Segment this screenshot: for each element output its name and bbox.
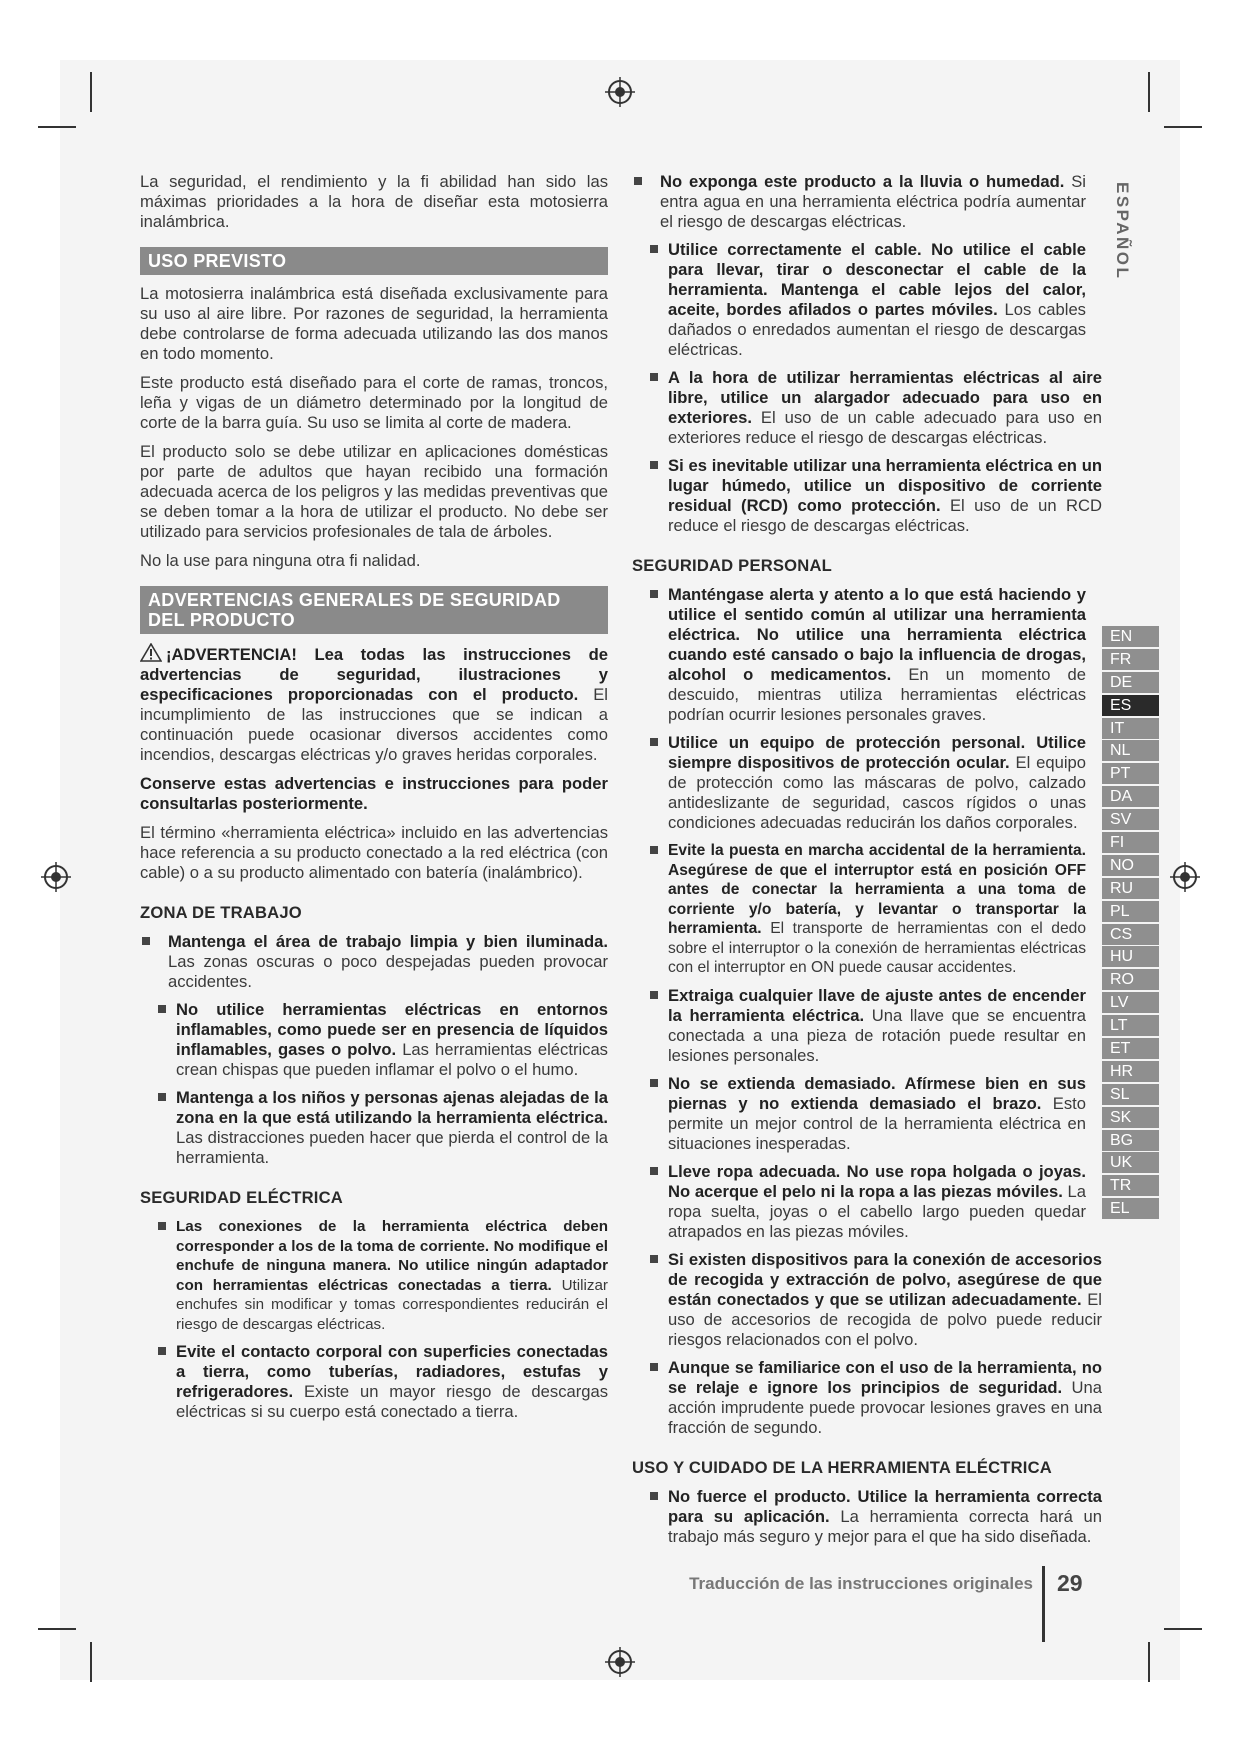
language-tab-sv[interactable]: SV — [1102, 809, 1159, 830]
list-item — [156, 1342, 608, 1422]
item-text: La herramienta correcta hará un trabajo más seguro y mejor para el que ha sido diseñada. — [668, 1506, 1102, 1546]
language-tab-hr[interactable]: HR — [1102, 1061, 1159, 1082]
paragraph: El término «herramienta eléctrica» incluido en las advertencias hace referencia a su producto conectado a la red eléctrica (con cable) o a su producto alimentado con batería (inalámbrico). — [140, 823, 608, 882]
language-tab-sk[interactable]: SK — [1102, 1107, 1159, 1128]
language-tab-el[interactable]: EL — [1102, 1198, 1159, 1219]
item-text: Si entra agua en una herramienta eléctrica podría aumentar el riesgo de descargas eléctricas. — [660, 172, 1086, 231]
section-heading-advertencias: ADVERTENCIAS GENERALES DE SEGURIDAD DEL PRODUCTO — [140, 586, 608, 634]
subheading-zona-de-trabajo: ZONA DE TRABAJO — [140, 903, 302, 922]
list-item — [648, 1250, 1102, 1350]
language-tab-no[interactable]: NO — [1102, 855, 1159, 876]
item-text: Los cables dañados o enredados aumentan el riesgo de descargas eléctricas. — [668, 300, 1086, 359]
paragraph: El producto solo se debe utilizar en aplicaciones domésticas por parte de adultos que hayan recibido una formación adecuada acerca de los peligros y las medidas preventivas que se deben tomar a la hora de utilizar el producto. No debe ser utilizado para servicios profesionales de tala de árboles. — [140, 442, 608, 541]
crop-mark — [38, 1628, 76, 1630]
page-number: 29 — [1057, 1570, 1083, 1596]
language-tab-pl[interactable]: PL — [1102, 901, 1159, 922]
item-bold: Mantenga el área de trabajo limpia y bien iluminada. — [168, 932, 608, 951]
bullet-square-icon — [158, 1093, 166, 1101]
list-item — [648, 368, 1102, 448]
list-item — [648, 585, 1102, 725]
crop-mark — [1148, 1642, 1150, 1682]
language-tabs — [1102, 626, 1159, 1221]
language-tab-pt[interactable]: PT — [1102, 763, 1159, 784]
item-bold: Evite el contacto corporal con superficies conectadas a tierra, como tuberías, radiadores, estufas y refrigeradores. — [176, 1342, 608, 1401]
bullet-square-icon — [650, 738, 658, 746]
language-tab-lv[interactable]: LV — [1102, 992, 1159, 1013]
left-column — [140, 172, 608, 1430]
crop-mark — [90, 72, 92, 112]
registration-mark-icon — [605, 77, 635, 107]
list-item — [648, 1074, 1102, 1154]
bullet-square-icon — [650, 373, 658, 381]
item-bold: Extraiga cualquier llave de ajuste antes de encender la herramienta eléctrica. — [668, 985, 1086, 1025]
language-tab-tr[interactable]: TR — [1102, 1175, 1159, 1196]
language-tab-ro[interactable]: RO — [1102, 969, 1159, 990]
bullet-square-icon — [158, 1005, 166, 1013]
language-tab-fi[interactable]: FI — [1102, 832, 1159, 853]
bullet-square-icon — [650, 846, 658, 854]
bullet-square-icon — [650, 1492, 658, 1500]
warning-heading: ¡ADVERTENCIA! Lea todas las instrucciones de advertencias de seguridad, ilustraciones y especificaciones proporcionadas con el producto. — [140, 645, 608, 704]
list-item — [648, 841, 1102, 978]
item-bold: Si es inevitable utilizar una herramienta eléctrica en un lugar húmedo, utilice un dispositivo de corriente residual (RCD) como protección. — [668, 456, 1102, 515]
language-side-title: ESPAÑOL — [1113, 182, 1132, 281]
paragraph: La motosierra inalámbrica está diseñada exclusivamente para su uso al aire libre. Por razones de seguridad, la herramienta debe controlarse de forma adecuada utilizando las dos manos en todo momento. — [140, 284, 608, 363]
crop-mark — [38, 126, 76, 128]
language-tab-it[interactable]: IT — [1102, 718, 1159, 739]
item-text: El transporte de herramientas con el dedo sobre el interruptor o la conexión de herramientas eléctricas con el interruptor en ON puede causar accidentes. — [668, 920, 1086, 976]
section-heading-uso-previsto: USO PREVISTO — [140, 247, 608, 275]
paragraph: Este producto está diseñado para el corte de ramas, troncos, leña y vigas de un diámetro determinado por la longitud de corte de la barra guía. Su uso se limita al corte de madera. — [140, 373, 608, 432]
language-tab-lt[interactable]: LT — [1102, 1015, 1159, 1036]
language-tab-de[interactable]: DE — [1102, 672, 1159, 693]
bullet-square-icon — [158, 1347, 166, 1355]
warning-text: El incumplimiento de las instrucciones que se indican a continuación puede ocasionar diversos accidentes como incendios, descargas eléctricas y/o graves heridas corporales. — [140, 685, 608, 764]
language-tab-et[interactable]: ET — [1102, 1038, 1159, 1059]
conserve-text: Conserve estas advertencias e instrucciones para poder consultarlas posteriormente. — [140, 774, 608, 813]
item-bold: Las conexiones de la herramienta eléctrica deben corresponder a los de la toma de corriente. No modifique el enchufe de ninguna manera. No utilice ningún adaptador con herramientas eléctricas conectadas a tierra. — [176, 1218, 608, 1294]
intro-paragraph: La seguridad, el rendimiento y la fi abilidad han sido las máximas prioridades a la hora de diseñar esta motosierra inalámbrica. — [140, 172, 608, 231]
item-text: El uso de un RCD reduce el riesgo de descargas eléctricas. — [668, 496, 1102, 535]
language-tab-sl[interactable]: SL — [1102, 1084, 1159, 1105]
bullet-square-icon — [158, 1222, 166, 1230]
language-tab-es[interactable]: ES — [1102, 695, 1159, 716]
paragraph: No la use para ninguna otra fi nalidad. — [140, 551, 421, 570]
bullet-square-icon — [650, 245, 658, 253]
registration-mark-icon — [41, 862, 71, 892]
crop-mark — [90, 1642, 92, 1682]
bullet-square-icon — [650, 1079, 658, 1087]
warning-paragraph — [140, 643, 608, 765]
language-tab-bg[interactable]: BG — [1102, 1130, 1159, 1151]
subheading-seguridad-electrica: SEGURIDAD ELÉCTRICA — [140, 1188, 343, 1207]
list-item — [648, 240, 1102, 360]
list-item — [140, 932, 608, 992]
bullet-square-icon — [650, 1255, 658, 1263]
item-text: El uso de accesorios de recogida de polvo puede reducir riesgos relacionados con el polvo. — [668, 1289, 1102, 1349]
footer-text: Traducción de las instrucciones originales — [689, 1574, 1033, 1593]
list-item — [156, 1088, 608, 1168]
list-item — [156, 1217, 608, 1334]
item-text: Las distracciones pueden hacer que pierda el control de la herramienta. — [176, 1128, 608, 1167]
warning-triangle-icon — [140, 643, 162, 662]
language-tab-ru[interactable]: RU — [1102, 878, 1159, 899]
list-item — [648, 1487, 1102, 1547]
item-text: Las zonas oscuras o poco despejadas pueden provocar accidentes. — [168, 952, 608, 991]
item-text: Utilizar enchufes sin modificar y tomas correspondientes reducirán el riesgo de descargas eléctricas. — [176, 1276, 608, 1333]
registration-mark-icon — [1170, 862, 1200, 892]
item-text: Existe un mayor riesgo de descargas eléctricas si su cuerpo está conectado a tierra. — [176, 1382, 608, 1421]
crop-mark — [1164, 126, 1202, 128]
item-bold: Lleve ropa adecuada. No use ropa holgada o joyas. No acerque el pelo ni la ropa a las piezas móviles. — [668, 1161, 1086, 1201]
footer-divider — [1042, 1566, 1045, 1642]
registration-mark-icon — [605, 1647, 635, 1677]
language-tab-fr[interactable]: FR — [1102, 649, 1159, 670]
language-tab-cs[interactable]: CS — [1102, 924, 1159, 945]
item-text: El equipo de protección como las máscaras de polvo, calzado antideslizante de seguridad, cascos rígidos o unas condiciones adecuadas reducirán los daños corporales. — [668, 753, 1086, 832]
bullet-square-icon — [650, 1363, 658, 1371]
language-tab-da[interactable]: DA — [1102, 786, 1159, 807]
item-bold: No fuerce el producto. Utilice la herramienta correcta para su aplicación. — [668, 1486, 1102, 1526]
subheading-uso-y-cuidado: USO Y CUIDADO DE LA HERRAMIENTA ELÉCTRICA — [632, 1457, 1052, 1477]
bullet-square-icon — [634, 177, 642, 185]
crop-mark — [1148, 72, 1150, 112]
language-tab-hu[interactable]: HU — [1102, 946, 1159, 967]
item-text: En un momento de descuido, mientras utiliza herramientas eléctricas podrían ocurrir lesiones personales graves. — [668, 665, 1086, 724]
item-bold: No exponga este producto a la lluvia o humedad. — [660, 172, 1065, 191]
list-item — [648, 733, 1102, 833]
item-text: Las herramientas eléctricas crean chispas que pueden inflamar el polvo o el humo. — [176, 1040, 608, 1079]
item-bold: Si existen dispositivos para la conexión de accesorios de recogida y extracción de polvo, asegúrese de que están conectados y que se utilizan adecuadamente. — [668, 1249, 1102, 1309]
bullet-square-icon — [650, 590, 658, 598]
bullet-square-icon — [650, 461, 658, 469]
bullet-square-icon — [650, 1167, 658, 1175]
bullet-square-icon — [142, 937, 150, 945]
crop-mark — [1164, 1628, 1202, 1630]
item-text: El uso de un cable adecuado para uso en exteriores reduce el riesgo de descargas eléctricas. — [668, 408, 1102, 447]
list-item — [648, 986, 1102, 1066]
list-item — [648, 1162, 1102, 1242]
item-bold: Mantenga a los niños y personas ajenas alejadas de la zona en la que está utilizando la herramienta eléctrica. — [176, 1088, 608, 1127]
bullet-square-icon — [650, 991, 658, 999]
list-item — [648, 456, 1102, 536]
paragraph — [140, 774, 608, 814]
item-text: Una acción imprudente puede provocar lesiones graves en una fracción de segundo. — [668, 1377, 1102, 1437]
language-tab-nl[interactable]: NL — [1102, 740, 1159, 761]
item-bold: Utilice correctamente el cable. No utilice el cable para llevar, tirar o desconectar el cable de la herramienta. Mantenga el cable lejos del calor, aceite, bordes afilados o partes móviles. — [668, 240, 1086, 319]
list-item — [156, 1000, 608, 1080]
item-bold: Manténgase alerta y atento a lo que está haciendo y utilice el sentido común al utilizar una herramienta eléctrica. No utilice una herramienta eléctrica cuando esté cansado o bajo la influencia de drogas, alcohol o medicamentos. — [668, 585, 1086, 684]
language-tab-uk[interactable]: UK — [1102, 1152, 1159, 1173]
item-bold: A la hora de utilizar herramientas eléctricas al aire libre, utilice un alargador adecuado para uso en exteriores. — [668, 368, 1102, 427]
item-text: Una llave que se encuentra conectada a una pieza de rotación puede resultar en lesiones personales. — [668, 1005, 1086, 1065]
item-bold: Utilice un equipo de protección personal. Utilice siempre dispositivos de protección ocular. — [668, 733, 1086, 772]
list-item — [632, 172, 1102, 232]
item-bold: Evite la puesta en marcha accidental de la herramienta. Asegúrese de que el interruptor está en posición OFF antes de conectar la herramienta a una toma de corriente y/o batería, y levantar o transportar la herramienta. — [668, 842, 1086, 937]
item-text: La ropa suelta, joyas o el cabello largo pueden quedar atrapados en las piezas móviles. — [668, 1181, 1086, 1241]
language-tab-en[interactable]: EN — [1102, 626, 1159, 647]
list-item — [648, 1358, 1102, 1438]
item-bold: Aunque se familiarice con el uso de la herramienta, no se relaje e ignore los principios de seguridad. — [668, 1357, 1102, 1397]
item-text: Esto permite un mejor control de la herramienta eléctrica en situaciones inesperadas. — [668, 1093, 1086, 1153]
item-bold: No se extienda demasiado. Afírmese bien en sus piernas y no extienda demasiado el brazo. — [668, 1073, 1086, 1113]
item-bold: No utilice herramientas eléctricas en entornos inflamables, como puede ser en presencia de líquidos inflamables, gases o polvo. — [176, 1000, 608, 1059]
subheading-seguridad-personal: SEGURIDAD PERSONAL — [632, 556, 832, 575]
right-column — [632, 172, 1102, 1555]
